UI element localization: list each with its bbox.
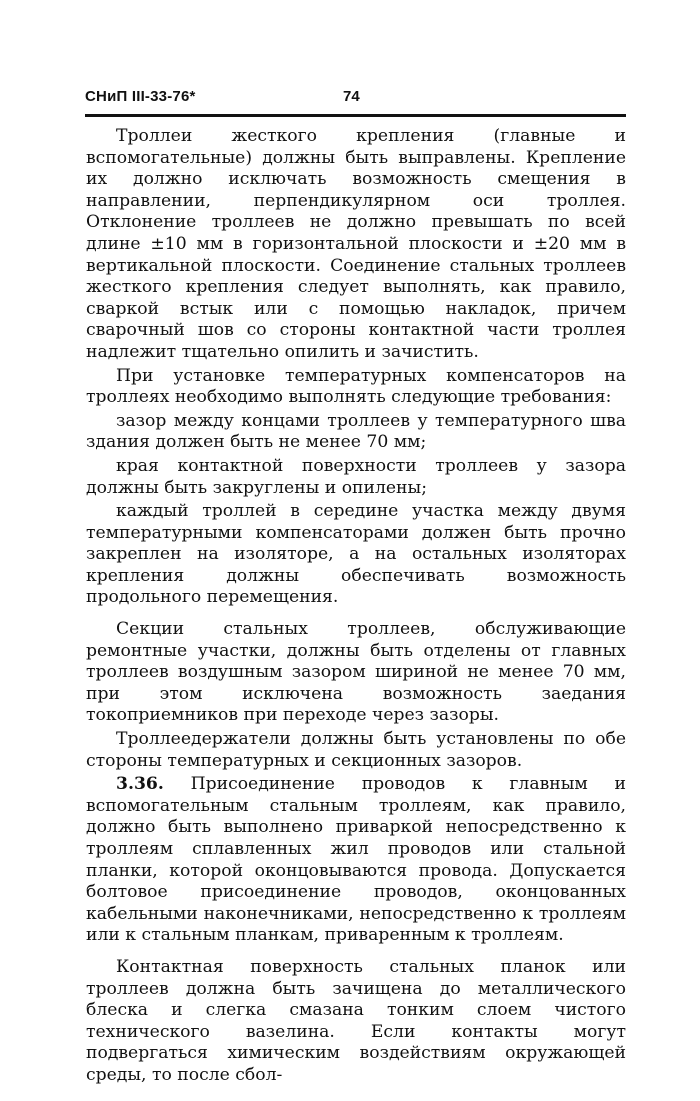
list-item-gap: зазор между концами троллеев у температурного шва здания должен быть не менее 70 мм; [86, 410, 626, 453]
document-code: СНиП III-33-76* [85, 88, 196, 105]
section-number: 3.36. [116, 774, 164, 795]
paragraph-section-3-36 [86, 774, 626, 947]
paragraph-trolley-holders: Троллеедержатели должны быть установлены по обе стороны температурных и секционных зазоров. [86, 729, 626, 771]
paragraph-trolley-fastening: Троллеи жесткого крепления (главные и вспомогательные) должны быть выправлены. Крепление их должно исключать возможность смещения в направлении, перпендикулярном оси троллея. Отклонение троллеев не должно превышать по всей длине ±10 мм в горизонтальной плоскости и ±20 мм в вертикальной плоскости. Соединение стальных троллеев жесткого крепления следует выполнять, как правило, сваркой встык или с помощью накладок, причем сварочный шов со стороны контактной части троллея надлежит тщательно опилить и зачистить. [86, 126, 626, 362]
paragraph-repair-sections: Секции стальных троллеев, обслуживающие ремонтные участки, должны быть отделены от главных троллеев воздушным зазором шириной не менее 70 мм, при этом исключена возможность заедания токоприемников при переходе через зазоры. [86, 619, 626, 726]
page-number: 74 [343, 88, 360, 105]
header-rule [85, 114, 626, 117]
body-text [86, 126, 626, 1089]
section-text: Присоединение проводов к главным и вспомогательным стальным троллеям, как правило, должно быть выполнено приваркой непосредственно к троллеям сплавленных жил проводов или стальной планки, которой оконцовываются провода. Допускается болтовое присоединение проводов, оконцованных кабельными наконечниками, непосредственно к троллеям или к стальным планкам, приваренным к троллеям. [86, 774, 626, 946]
page-header [85, 88, 625, 112]
paragraph-compensator-requirements: При установке температурных компенсаторов на троллеях необходимо выполнять следующие требования: [86, 365, 626, 408]
list-item-edges: края контактной поверхности троллеев у зазора должны быть закруглены и опилены; [86, 455, 626, 498]
paragraph-contact-surface: Контактная поверхность стальных планок или троллеев должна быть зачищена до металлического блеска и слегка смазана тонким слоем чистого технического вазелина. Если контакты могут подвергаться химическим воздействиям окружающей среды, то после сбол- [86, 956, 626, 1085]
list-item-fixing: каждый троллей в середине участка между двумя температурными компенсаторами должен быть прочно закреплен на изоляторе, а на остальных изоляторах крепления должны обеспечивать возможность продольного перемещения. [86, 501, 626, 608]
